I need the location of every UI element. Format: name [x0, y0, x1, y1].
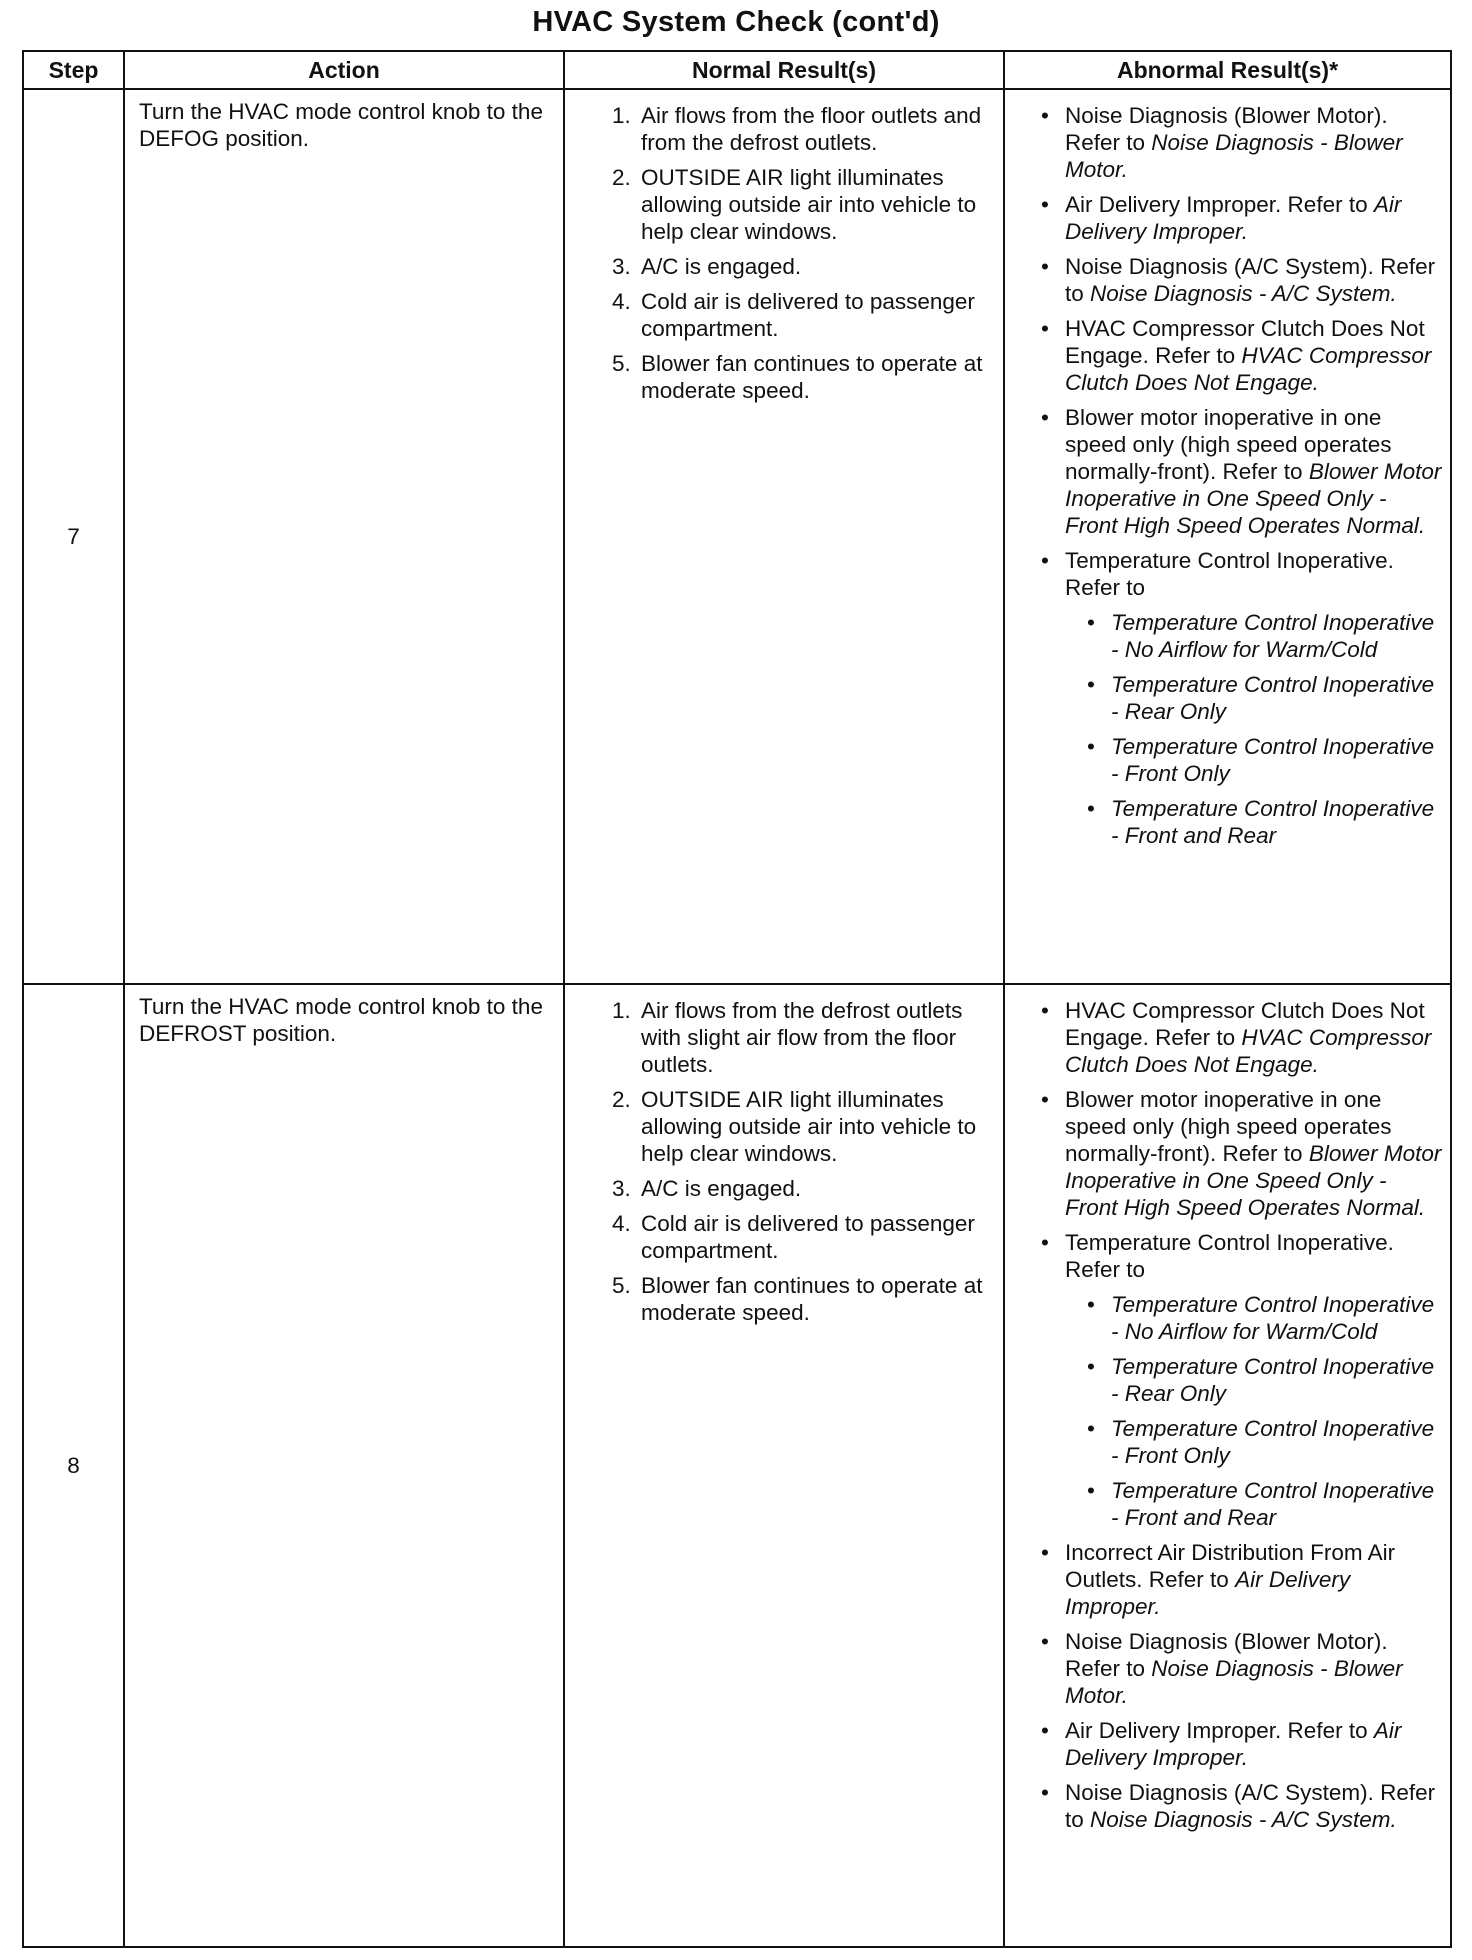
- list-item: [1065, 191, 1442, 245]
- sub-reference-list: [1065, 609, 1442, 849]
- action-cell: Turn the HVAC mode control knob to the DEFROST position.: [124, 984, 564, 1947]
- reference-link: Air Delivery Improper.: [1065, 1718, 1402, 1770]
- reference-link: Noise Diagnosis - A/C System.: [1090, 1807, 1397, 1832]
- list-item: 1. Air flows from the defrost outlets with slight air flow from the floor outlets.: [637, 997, 995, 1078]
- abnormal-text: Noise Diagnosis (A/C System). Refer to: [1065, 1780, 1436, 1832]
- list-item: 5. Blower fan continues to operate at moderate speed.: [637, 350, 995, 404]
- header-row: [23, 51, 1451, 89]
- abnormal-results-cell: [1004, 89, 1451, 984]
- list-item: 2. OUTSIDE AIR light illuminates allowing outside air into vehicle to help clear windows.: [637, 1086, 995, 1167]
- abnormal-text: Air Delivery Improper. Refer to: [1065, 1718, 1374, 1743]
- abnormal-results-list: [1005, 90, 1450, 849]
- abnormal-text: Temperature Control Inoperative. Refer to: [1065, 548, 1394, 600]
- list-item: [1065, 1717, 1442, 1771]
- list-item: [1065, 253, 1442, 307]
- list-item: [1065, 1539, 1442, 1620]
- abnormal-text: Blower motor inoperative in one speed only (high speed operates normally-front). Refer to: [1065, 1087, 1392, 1166]
- reference-link: • Temperature Control Inoperative - Front Only: [1111, 733, 1442, 787]
- reference-link: • Temperature Control Inoperative - Front and Rear: [1111, 795, 1442, 849]
- reference-link: • Temperature Control Inoperative - Front and Rear: [1111, 1477, 1442, 1531]
- reference-link: • Temperature Control Inoperative - Rear Only: [1111, 671, 1442, 725]
- abnormal-text: HVAC Compressor Clutch Does Not Engage. Refer to: [1065, 998, 1425, 1050]
- abnormal-text: Air Delivery Improper. Refer to: [1065, 192, 1374, 217]
- hvac-check-table: [22, 50, 1452, 1948]
- normal-results-cell: [564, 89, 1004, 984]
- normal-results-cell: [564, 984, 1004, 1947]
- list-item: [1065, 1229, 1442, 1531]
- reference-link: HVAC Compressor Clutch Does Not Engage.: [1065, 1025, 1432, 1077]
- reference-link: Air Delivery Improper.: [1065, 1567, 1351, 1619]
- list-item: [1065, 404, 1442, 539]
- list-item: 4. Cold air is delivered to passenger compartment.: [637, 288, 995, 342]
- list-item: 3. A/C is engaged.: [637, 253, 995, 280]
- abnormal-text: Noise Diagnosis (Blower Motor). Refer to: [1065, 103, 1388, 155]
- list-item: 4. Cold air is delivered to passenger compartment.: [637, 1210, 995, 1264]
- step-number: 8: [23, 984, 124, 1947]
- step-number: 7: [23, 89, 124, 984]
- abnormal-text: HVAC Compressor Clutch Does Not Engage. Refer to: [1065, 316, 1425, 368]
- list-item: [1065, 315, 1442, 396]
- list-item: 3. A/C is engaged.: [637, 1175, 995, 1202]
- abnormal-text: Incorrect Air Distribution From Air Outlets. Refer to: [1065, 1540, 1396, 1592]
- table-row: [23, 89, 1451, 984]
- list-item: [1065, 1628, 1442, 1709]
- sub-reference-list: [1065, 1291, 1442, 1531]
- abnormal-text: Noise Diagnosis (Blower Motor). Refer to: [1065, 1629, 1388, 1681]
- reference-link: • Temperature Control Inoperative - No Airflow for Warm/Cold: [1111, 1291, 1442, 1345]
- abnormal-text: Temperature Control Inoperative. Refer to: [1065, 1230, 1394, 1282]
- list-item: 1. Air flows from the floor outlets and from the defrost outlets.: [637, 102, 995, 156]
- header-normal-results: Normal Result(s): [564, 51, 1004, 89]
- reference-link: • Temperature Control Inoperative - Front Only: [1111, 1415, 1442, 1469]
- header-action: Action: [124, 51, 564, 89]
- normal-results-list: [565, 90, 1003, 404]
- abnormal-results-cell: [1004, 984, 1451, 1947]
- reference-link: • Temperature Control Inoperative - Rear Only: [1111, 1353, 1442, 1407]
- reference-link: Air Delivery Improper.: [1065, 192, 1402, 244]
- list-item: [1065, 1086, 1442, 1221]
- reference-link: Noise Diagnosis - Blower Motor.: [1065, 130, 1403, 182]
- abnormal-results-list: [1005, 985, 1450, 1833]
- page-title: HVAC System Check (cont'd): [532, 6, 940, 38]
- normal-results-list: [565, 985, 1003, 1326]
- header-step: Step: [23, 51, 124, 89]
- table-row: [23, 984, 1451, 1947]
- action-cell: Turn the HVAC mode control knob to the DEFOG position.: [124, 89, 564, 984]
- reference-link: • Temperature Control Inoperative - No Airflow for Warm/Cold: [1111, 609, 1442, 663]
- list-item: [1065, 997, 1442, 1078]
- reference-link: Noise Diagnosis - A/C System.: [1090, 281, 1397, 306]
- header-abnormal-results: Abnormal Result(s)*: [1004, 51, 1451, 89]
- reference-link: Blower Motor Inoperative in One Speed Only - Front High Speed Operates Normal.: [1065, 1141, 1442, 1220]
- reference-link: HVAC Compressor Clutch Does Not Engage.: [1065, 343, 1432, 395]
- list-item: 2. OUTSIDE AIR light illuminates allowing outside air into vehicle to help clear windows.: [637, 164, 995, 245]
- list-item: [1065, 102, 1442, 183]
- list-item: [1065, 1779, 1442, 1833]
- list-item: [1065, 547, 1442, 849]
- reference-link: Blower Motor Inoperative in One Speed Only - Front High Speed Operates Normal.: [1065, 459, 1442, 538]
- reference-link: Noise Diagnosis - Blower Motor.: [1065, 1656, 1403, 1708]
- list-item: 5. Blower fan continues to operate at moderate speed.: [637, 1272, 995, 1326]
- abnormal-text: Blower motor inoperative in one speed only (high speed operates normally-front). Refer to: [1065, 405, 1392, 484]
- abnormal-text: Noise Diagnosis (A/C System). Refer to: [1065, 254, 1436, 306]
